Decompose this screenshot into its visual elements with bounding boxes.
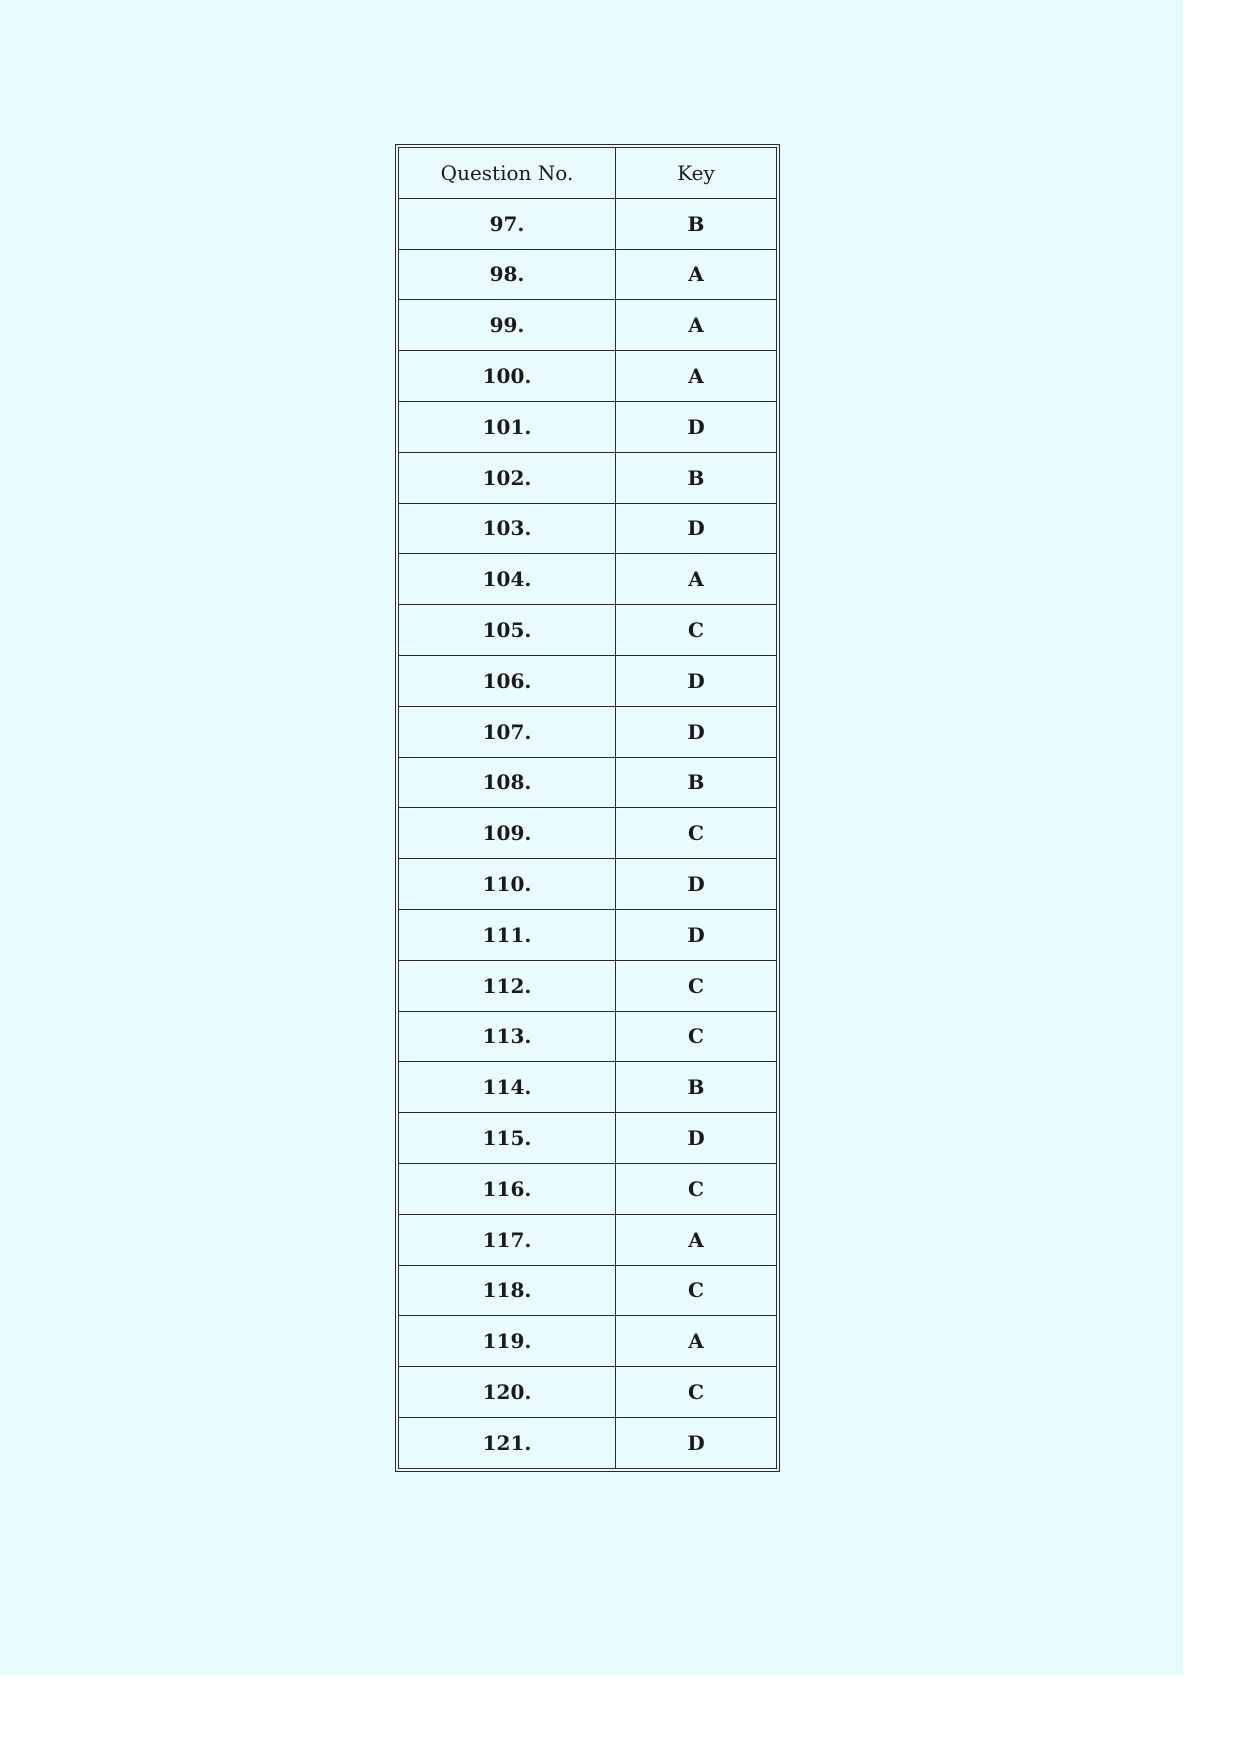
table-row	[399, 1214, 777, 1265]
table-row	[399, 1265, 777, 1316]
question-number-cell: 99.	[399, 300, 616, 351]
table-row	[399, 655, 777, 706]
question-number-cell: 102.	[399, 452, 616, 503]
answer-key-cell: C	[616, 960, 777, 1011]
question-number-cell: 109.	[399, 808, 616, 859]
question-number-cell: 101.	[399, 401, 616, 452]
answer-key-cell: A	[616, 1316, 777, 1367]
question-number-cell: 117.	[399, 1214, 616, 1265]
answer-key-cell: A	[616, 249, 777, 300]
question-number-cell: 110.	[399, 859, 616, 910]
table-row	[399, 859, 777, 910]
table-row	[399, 249, 777, 300]
answer-key-cell: A	[616, 1214, 777, 1265]
question-number-cell: 119.	[399, 1316, 616, 1367]
answer-key-cell: B	[616, 198, 777, 249]
question-number-cell: 113.	[399, 1011, 616, 1062]
table-row	[399, 605, 777, 656]
table-body	[399, 198, 777, 1468]
answer-key-cell: B	[616, 452, 777, 503]
answer-key-cell: D	[616, 401, 777, 452]
question-number-cell: 107.	[399, 706, 616, 757]
answer-key-cell: D	[616, 909, 777, 960]
question-number-cell: 103.	[399, 503, 616, 554]
answer-key-cell: D	[616, 706, 777, 757]
table-row	[399, 452, 777, 503]
answer-key-cell: D	[616, 859, 777, 910]
question-number-cell: 121.	[399, 1417, 616, 1468]
answer-key-cell: C	[616, 1163, 777, 1214]
question-number-cell: 115.	[399, 1113, 616, 1164]
question-number-cell: 120.	[399, 1367, 616, 1418]
table-row	[399, 909, 777, 960]
table-row	[399, 1163, 777, 1214]
table-row	[399, 1011, 777, 1062]
question-number-cell: 108.	[399, 757, 616, 808]
answer-key-cell: C	[616, 605, 777, 656]
answer-key-cell: B	[616, 757, 777, 808]
question-number-cell: 100.	[399, 351, 616, 402]
table-row	[399, 1417, 777, 1468]
question-number-cell: 105.	[399, 605, 616, 656]
answer-key-table-frame	[395, 144, 780, 1472]
table-row	[399, 1367, 777, 1418]
answer-key-cell: A	[616, 300, 777, 351]
answer-key-cell: D	[616, 503, 777, 554]
table-row	[399, 300, 777, 351]
question-number-cell: 118.	[399, 1265, 616, 1316]
answer-key-cell: A	[616, 554, 777, 605]
answer-key-cell: A	[616, 351, 777, 402]
table-row	[399, 554, 777, 605]
table-row	[399, 757, 777, 808]
question-number-cell: 97.	[399, 198, 616, 249]
table-row	[399, 1316, 777, 1367]
table-row	[399, 808, 777, 859]
question-number-cell: 116.	[399, 1163, 616, 1214]
table-row	[399, 503, 777, 554]
key-header: Key	[616, 148, 777, 199]
table-row	[399, 1113, 777, 1164]
question-number-cell: 112.	[399, 960, 616, 1011]
answer-key-cell: B	[616, 1062, 777, 1113]
question-number-cell: 114.	[399, 1062, 616, 1113]
table-row	[399, 1062, 777, 1113]
question-number-cell: 98.	[399, 249, 616, 300]
question-number-cell: 111.	[399, 909, 616, 960]
answer-key-cell: C	[616, 808, 777, 859]
table-row	[399, 706, 777, 757]
question-number-cell: 104.	[399, 554, 616, 605]
table-row	[399, 401, 777, 452]
answer-key-cell: C	[616, 1011, 777, 1062]
question-no-header: Question No.	[399, 148, 616, 199]
table-row	[399, 198, 777, 249]
answer-key-cell: D	[616, 1417, 777, 1468]
answer-key-cell: C	[616, 1265, 777, 1316]
answer-key-cell: D	[616, 655, 777, 706]
table-row	[399, 351, 777, 402]
question-number-cell: 106.	[399, 655, 616, 706]
table-header-row	[399, 148, 777, 199]
answer-key-table	[398, 147, 777, 1469]
answer-key-cell: C	[616, 1367, 777, 1418]
answer-key-cell: D	[616, 1113, 777, 1164]
table-row	[399, 960, 777, 1011]
